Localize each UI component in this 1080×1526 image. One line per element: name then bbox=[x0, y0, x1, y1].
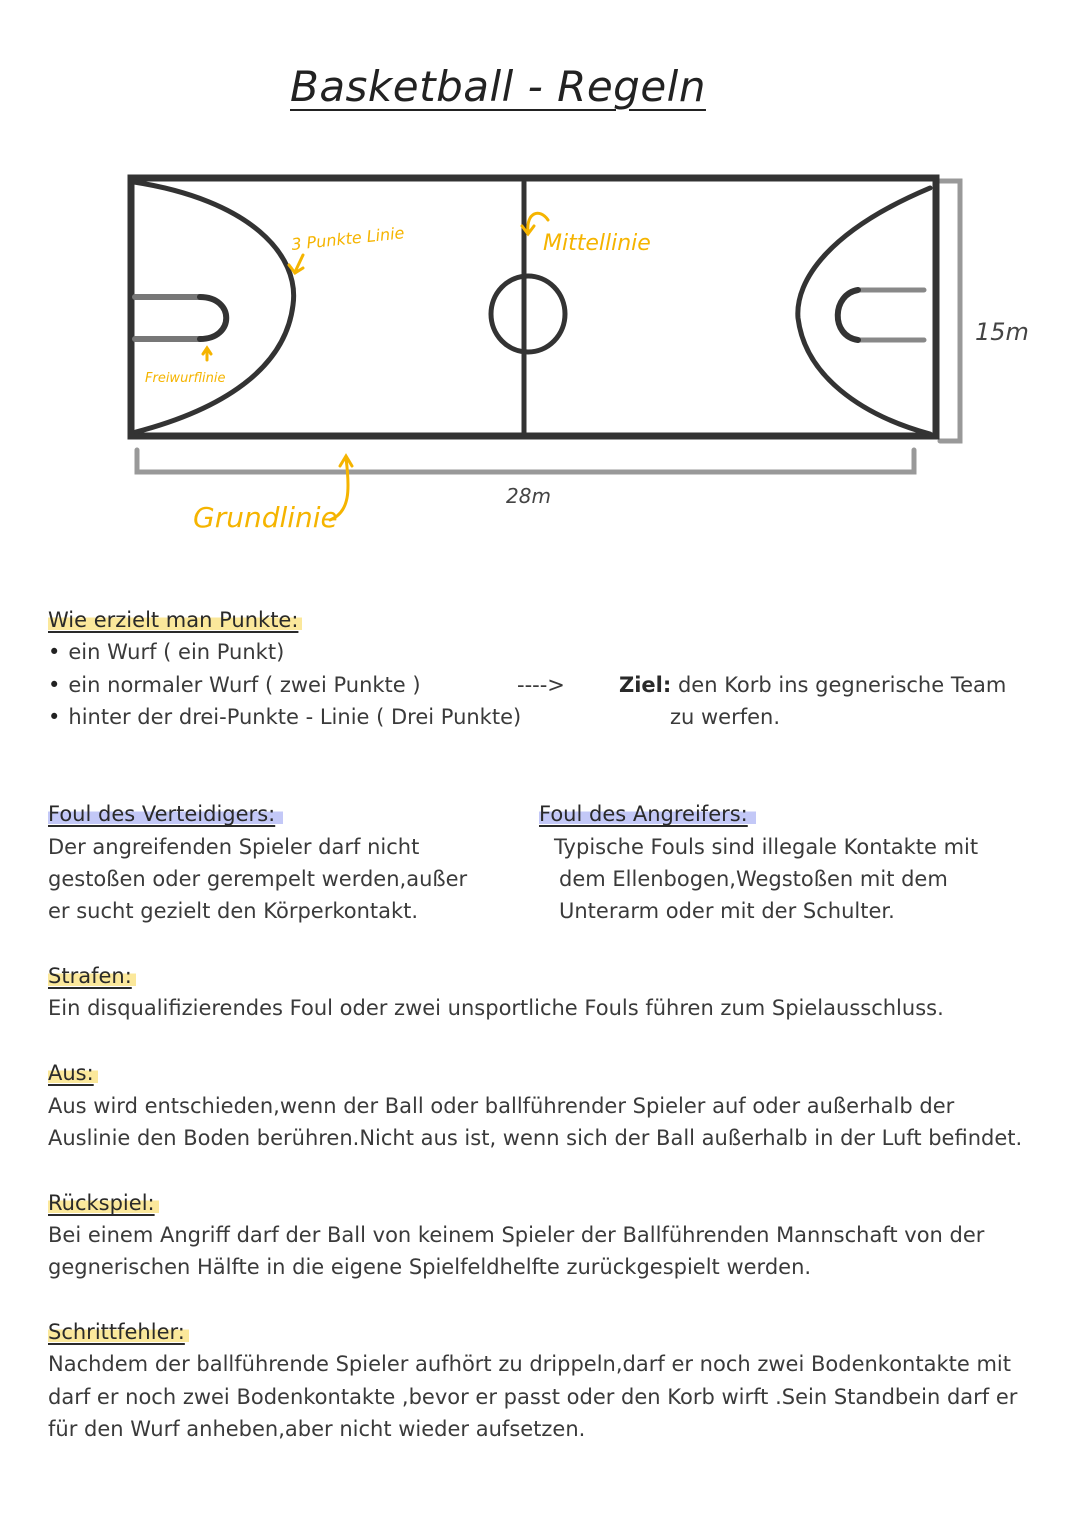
goal-line-1: Ziel: den Korb ins gegnerische Team bbox=[619, 673, 1007, 697]
foul-attacker-line: Typische Fouls sind illegale Kontakte mit bbox=[554, 835, 979, 859]
three-point-arc-right bbox=[798, 188, 930, 434]
court-outline bbox=[131, 178, 936, 436]
free-throw-arrow-icon bbox=[203, 348, 211, 360]
travel-heading: Schrittfehler: bbox=[48, 1316, 189, 1348]
baseline-label: Grundlinie bbox=[193, 501, 338, 534]
key-right bbox=[858, 290, 924, 340]
free-throw-arc-right bbox=[838, 290, 858, 340]
width-dimension-line bbox=[940, 181, 960, 441]
foul-defender-heading: Foul des Verteidigers: bbox=[48, 798, 283, 830]
goal-label: Ziel: bbox=[619, 673, 672, 697]
list-item: • ein normaler Wurf ( zwei Punkte ) bbox=[48, 669, 521, 702]
backcourt-line: gegnerischen Hälfte in die eigene Spielfeldhelfte zurückgespielt werden. bbox=[48, 1255, 812, 1279]
penalties-line: Ein disqualifizierendes Foul oder zwei unsportliche Fouls führen zum Spielausschluss. bbox=[48, 996, 944, 1020]
list-item: • ein Wurf ( ein Punkt) bbox=[48, 636, 521, 669]
foul-defender-line: Der angreifenden Spieler darf nicht bbox=[48, 835, 420, 859]
arrow-text: ----> bbox=[517, 673, 565, 697]
foul-attacker-heading: Foul des Angreifers: bbox=[539, 798, 756, 830]
three-point-label: 3 Punkte Linie bbox=[290, 223, 406, 254]
center-circle bbox=[491, 276, 565, 352]
three-point-arrow-icon bbox=[289, 255, 303, 273]
points-list bbox=[48, 636, 521, 734]
page-title: Basketball - Regeln bbox=[290, 62, 706, 111]
list-item: • hinter der drei-Punkte - Linie ( Drei Punkte) bbox=[48, 701, 521, 734]
goal-line-2: zu werfen. bbox=[670, 705, 781, 729]
foul-attacker-line: Unterarm oder mit der Schulter. bbox=[559, 899, 895, 923]
backcourt-line: Bei einem Angriff darf der Ball von keinem Spieler der Ballführenden Mannschaft von der bbox=[48, 1223, 985, 1247]
court-diagram bbox=[0, 0, 1080, 560]
foul-defender-line: er sucht gezielt den Körperkontakt. bbox=[48, 899, 419, 923]
court-lines bbox=[131, 178, 936, 436]
dimension-lines bbox=[137, 181, 960, 472]
out-line: Aus wird entschieden,wenn der Ball oder ballführender Spieler auf oder außerhalb der bbox=[48, 1094, 955, 1118]
key-left bbox=[135, 297, 200, 339]
free-throw-arc-left bbox=[200, 297, 226, 339]
penalties-heading: Strafen: bbox=[48, 960, 136, 992]
length-label: 28m bbox=[506, 484, 551, 508]
travel-line: darf er noch zwei Bodenkontakte ,bevor er passt oder den Korb wirft .Sein Standbein darf er bbox=[48, 1385, 1018, 1409]
length-dimension-line bbox=[137, 450, 914, 472]
travel-line: für den Wurf anheben,aber nicht wieder aufsetzen. bbox=[48, 1417, 586, 1441]
travel-line: Nachdem der ballführende Spieler aufhört zu drippeln,darf er noch zwei Bodenkontakte mit bbox=[48, 1352, 1011, 1376]
foul-attacker-line: dem Ellenbogen,Wegstoßen mit dem bbox=[559, 867, 948, 891]
free-throw-label: Freiwurflinie bbox=[145, 371, 226, 386]
width-label: 15m bbox=[975, 318, 1029, 346]
backcourt-heading: Rückspiel: bbox=[48, 1187, 159, 1219]
out-heading: Aus: bbox=[48, 1057, 98, 1089]
points-heading: Wie erzielt man Punkte: bbox=[48, 604, 302, 636]
three-point-arc-left bbox=[134, 182, 294, 432]
out-line: Auslinie den Boden berühren.Nicht aus ist, wenn sich der Ball außerhalb in der Luft befindet. bbox=[48, 1126, 1023, 1150]
foul-defender-line: gestoßen oder gerempelt werden,außer bbox=[48, 867, 468, 891]
center-line-label: Mittellinie bbox=[543, 231, 651, 256]
